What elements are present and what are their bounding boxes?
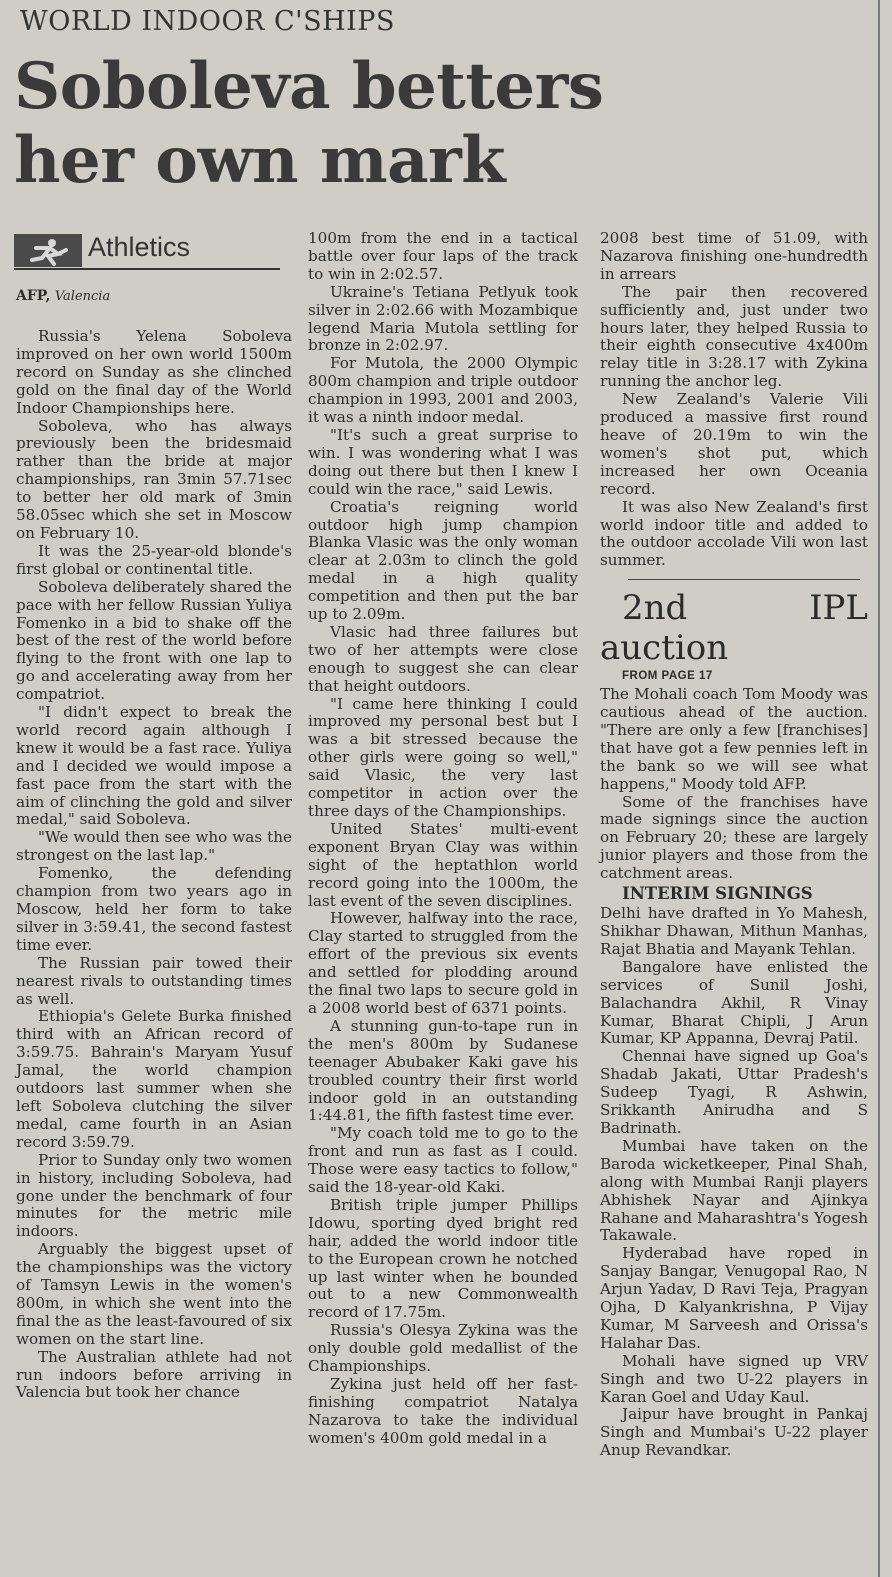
- dateline-place: Valencia: [54, 289, 111, 304]
- paragraph: "It's such a great surprise to win. I was wondering what I was doing out there but then I knew I could win the race," said Lewis.: [308, 425, 578, 498]
- runner-icon: [14, 234, 82, 267]
- paragraph: Russia's Olesya Zykina was the only double gold medallist of the Championships.: [308, 1321, 578, 1376]
- section-header: [14, 230, 280, 270]
- paragraph: Mohali have signed up VRV Singh and two U-22 players in Karan Goel and Uday Kaul.: [600, 1351, 868, 1406]
- paragraph: It was the 25-year-old blonde's first global or continental title.: [16, 541, 292, 578]
- headline-line-2: her own mark: [14, 123, 506, 198]
- paragraph: Some of the franchises have made signings since the auction on February 20; these are largely junior players and those from the catchment areas.: [600, 792, 868, 883]
- paragraph: "We would then see who was the strongest on the last lap.": [16, 828, 292, 865]
- article-column-2: [308, 230, 578, 1448]
- article-column-3: [600, 230, 868, 1460]
- paragraph: 100m from the end in a tactical battle over four laps of the track to win in 2:02.57.: [308, 229, 578, 283]
- continued-from: FROM PAGE 17: [622, 670, 713, 683]
- paragraph: "I came here thinking I could improved my personal best but I was a bit stressed because the other girls were going so well," said Vlasic, the very last competitor in action over the three days of the Championships.: [308, 694, 578, 820]
- paragraph: British triple jumper Phillips Idowu, sporting dyed bright red hair, added the world indoor title to the European crown he notched up last winter when he bounded out to a new Commonwealth record of 17.75m.: [308, 1195, 578, 1322]
- paragraph: 2008 best time of 51.09, with Nazarova finishing one-hundredth in arrears: [600, 229, 868, 283]
- kicker: WORLD INDOOR C'SHIPS: [20, 6, 395, 37]
- headline: [14, 50, 603, 198]
- paragraph: United States' multi-event exponent Bryan Clay was within sight of the heptathlon world record going into the 1000m, the last event of the seven disciplines.: [308, 819, 578, 910]
- paragraph: Ukraine's Tetiana Petlyuk took silver in 2:02.66 with Mozambique legend Maria Mutola settling for bronze in 2:02.97.: [308, 282, 578, 355]
- paragraph: A stunning gun-to-tape run in the men's 800m by Sudanese teenager Abubaker Kaki gave his troubled country their first world indoor gold in an outstanding 1:44.81, the fifth fastest time ever.: [308, 1016, 578, 1125]
- paragraph: Russia's Yelena Soboleva improved on her own world 1500m record on Sunday as she clinched gold on the final day of the World Indoor Championships here.: [16, 327, 292, 417]
- paragraph: Arguably the biggest upset of the championships was the victory of Tamsyn Lewis in the women's 800m, in which she went into the final the as the least-favoured of six women on the start line.: [16, 1240, 292, 1348]
- paragraph: Fomenko, the defending champion from two years ago in Moscow, held her form to take silver in 3:59.41, the second fastest time ever.: [16, 864, 292, 954]
- paragraph: For Mutola, the 2000 Olympic 800m champion and triple outdoor champion in 1993, 2001 and 2003, it was a ninth indoor medal.: [308, 354, 578, 427]
- paragraph: Croatia's reigning world outdoor high jump champion Blanka Vlasic was the only woman clear at 2.03m to clinch the gold medal in a high quality competition and then put the bar up to 2.09m.: [308, 497, 578, 624]
- paragraph: Mumbai have taken on the Baroda wicketkeeper, Pinal Shah, along with Mumbai Ranji players Abhishek Nayar and Ajinkya Rahane and Maharashtra's Yogesh Takawale.: [600, 1136, 868, 1245]
- paragraph: Ethiopia's Gelete Burka finished third with an African record of 3:59.75. Bahrain's Maryam Yusuf Jamal, the world champion outdoors last summer when she left Soboleva clutching the silver medal, came fourth in an Asian record 3:59.79.: [16, 1007, 292, 1151]
- subheading: INTERIM SIGNINGS: [622, 884, 813, 904]
- paragraph: Zykina just held off her fast-finishing compatriot Natalya Nazarova to take the individual women's 400m gold medal in a: [308, 1375, 578, 1447]
- column-rule: [878, 0, 880, 1577]
- paragraph: "My coach told me to go to the front and run as fast as I could. Those were easy tactics to follow," said the 18-year-old Kaki.: [308, 1124, 578, 1197]
- paragraph: The pair then recovered sufficiently and, just under two hours later, they helped Russia to their eighth consecutive 4x400m relay title in 3:28.17 with Zykina running the anchor leg.: [600, 282, 868, 391]
- article-column-1: [16, 328, 292, 1402]
- paragraph: Chennai have signed up Goa's Shadab Jakati, Uttar Pradesh's Sudeep Tyagi, R Ashwin, Srikkanth Anirudha and S Badrinath.: [600, 1047, 868, 1137]
- paragraph: It was also New Zealand's first world indoor title and added to the outdoor accolade Vili won last summer.: [600, 497, 868, 570]
- story-divider: [628, 579, 860, 580]
- paragraph: The Mohali coach Tom Moody was cautious ahead of the auction. "There are only a few [franchises] that have got a few pennies left in the bank so we will see what happens," Moody told AFP.: [600, 685, 868, 793]
- section-label: Athletics: [88, 232, 191, 262]
- paragraph: The Australian athlete had not run indoors before arriving in Valencia but took her chance: [16, 1347, 292, 1402]
- ipl-headline: 2nd IPL auction: [600, 588, 868, 669]
- paragraph: However, halfway into the race, Clay started to struggled from the effort of the previous six events and settled for plodding around the final two laps to secure gold in a 2008 world best of 6371 points.: [308, 909, 578, 1017]
- headline-line-1: Soboleva betters: [14, 49, 604, 124]
- paragraph: The Russian pair towed their nearest rivals to outstanding times as well.: [16, 953, 292, 1008]
- paragraph: New Zealand's Valerie Vili produced a massive first round heave of 20.19m to win the women's shot put, which increased her own Oceania record.: [600, 390, 868, 498]
- paragraph: Prior to Sunday only two women in history, including Soboleva, had gone under the benchmark of four minutes for the metric mile indoors.: [16, 1150, 292, 1241]
- dateline: [16, 288, 110, 304]
- paragraph: Vlasic had three failures but two of her attempts were close enough to suggest she can clear that height outdoors.: [308, 622, 578, 695]
- paragraph: Soboleva, who has always previously been the bridesmaid rather than the bride at major championships, ran 3min 57.71sec to better her old mark of 3min 58.05sec which she set in Moscow on February 10.: [16, 416, 292, 542]
- paragraph: Jaipur have brought in Pankaj Singh and Mumbai's U-22 player Anup Revandkar.: [600, 1405, 868, 1460]
- section-underline: [14, 268, 280, 270]
- paragraph: Hyderabad have roped in Sanjay Bangar, Venugopal Rao, N Arjun Yadav, D Ravi Teja, Pragyan Ojha, D Kalyankrishna, P Vijay Kumar, M Sarveesh and Orissa's Halahar Das.: [600, 1244, 868, 1352]
- paragraph: Bangalore have enlisted the services of Sunil Joshi, Balachandra Akhil, R Vinay Kumar, Bharat Chipli, J Arun Kumar, KP Appanna, Devraj Patil.: [600, 957, 868, 1048]
- paragraph: Soboleva deliberately shared the pace with her fellow Russian Yuliya Fomenko in a bid to shake off the best of the rest of the world before flying to the front with one lap to go and accelerating away from her compatriot.: [16, 577, 292, 704]
- paragraph: Delhi have drafted in Yo Mahesh, Shikhar Dhawan, Mithun Manhas, Rajat Bhatia and Mayank Tehlan.: [600, 904, 868, 958]
- paragraph: "I didn't expect to break the world record again although I knew it would be a fast race. Yuliya and I decided we would impose a fast pace from the start with the aim of clinching the gold and silver medal," said Soboleva.: [16, 703, 292, 829]
- dateline-agency: AFP,: [16, 288, 51, 304]
